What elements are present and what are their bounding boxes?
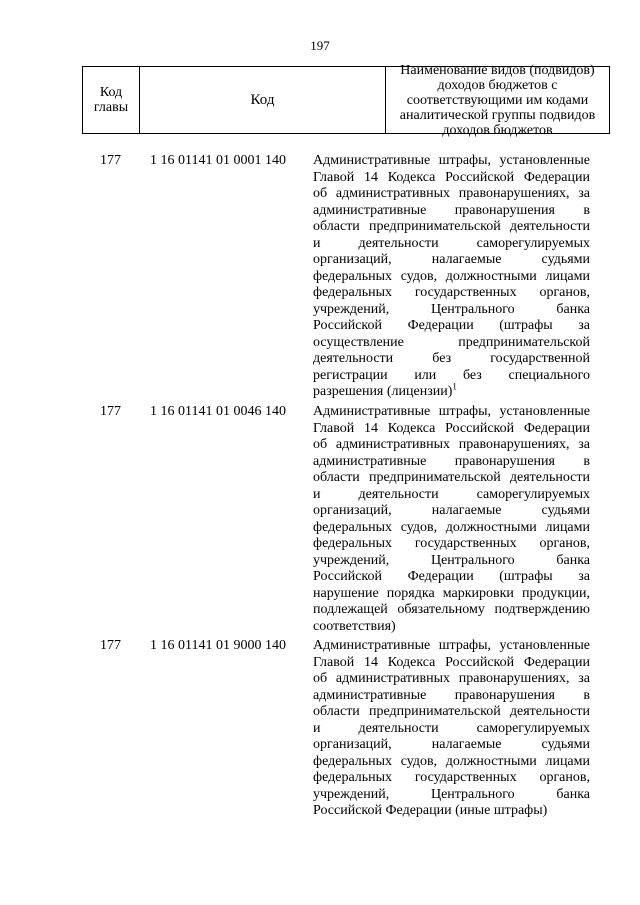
revenue-description (313, 153, 590, 401)
revenue-code: 1 16 01141 01 0001 140 (150, 153, 286, 168)
description-line: административные правонарушения в (313, 453, 590, 469)
description-line: нарушение порядка маркировки продукции, (313, 585, 590, 601)
header-description: Наименование видов (подвидов) доходов бюджетов с соответствующими им кодами аналитической группы подвидов доходов бюджетов (399, 62, 596, 138)
description-line: об административных правонарушениях, за (313, 437, 590, 452)
description-line: федеральных государственных органов, (313, 536, 590, 551)
description-line: соответствия) (313, 618, 396, 634)
description-line: области предпринимательской деятельности (313, 704, 590, 719)
chapter-code: 177 (100, 404, 121, 419)
description-line: Административные штрафы, установленные (313, 153, 590, 168)
description-line: и деятельности саморегулируемых (313, 720, 590, 736)
chapter-code: 177 (100, 153, 121, 168)
description-line: об административных правонарушениях, за (313, 186, 590, 201)
description-line: учреждений, Центрального банка (313, 301, 590, 317)
header-chapter-code: Код главы (83, 67, 140, 133)
description-line: федеральных судов, должностными лицами (313, 519, 590, 535)
description-line: Административные штрафы, установленные (313, 638, 590, 653)
description-line: осуществление предпринимательской (313, 334, 590, 350)
description-line: административные правонарушения в (313, 202, 590, 218)
description-line: Российской Федерации (штрафы за (313, 318, 590, 333)
revenue-code: 1 16 01141 01 0046 140 (150, 404, 286, 419)
description-line: Главой 14 Кодекса Российской Федерации (313, 169, 590, 185)
description-line: учреждений, Центрального банка (313, 552, 590, 568)
description-line: федеральных судов, должностными лицами (313, 753, 590, 769)
revenue-description (313, 404, 590, 635)
chapter-code: 177 (100, 638, 121, 653)
description-line: подлежащей обязательному подтверждению (313, 602, 590, 617)
description-line: федеральных государственных органов, (313, 770, 590, 785)
revenue-description (313, 638, 590, 820)
page-number: 197 (310, 38, 330, 53)
description-line: организаций, налагаемые судьями (313, 252, 590, 267)
description-line: области предпринимательской деятельности (313, 470, 590, 485)
description-line: и деятельности саморегулируемых (313, 235, 590, 251)
table-header (82, 62, 610, 138)
description-line: Российской Федерации (штрафы за (313, 569, 590, 584)
revenue-code: 1 16 01141 01 9000 140 (150, 638, 286, 653)
description-line: федеральных государственных органов, (313, 285, 590, 300)
description-line: об административных правонарушениях, за (313, 671, 590, 686)
description-line: федеральных судов, должностными лицами (313, 268, 590, 284)
description-line: Российской Федерации (иные штрафы) (313, 803, 548, 818)
description-line: регистрации или без специального (313, 367, 590, 383)
description-line: области предпринимательской деятельности (313, 219, 590, 234)
header-code: Код (140, 67, 386, 133)
description-line: организаций, налагаемые судьями (313, 503, 590, 518)
description-line: разрешения (лицензии)$^1$ (313, 381, 457, 399)
description-line: и деятельности саморегулируемых (313, 486, 590, 502)
description-line: деятельности без государственной (313, 351, 590, 366)
description-line: организаций, налагаемые судьями (313, 737, 590, 752)
description-line: Главой 14 Кодекса Российской Федерации (313, 420, 590, 436)
footnote-marker: 1 (452, 381, 457, 392)
description-line: Административные штрафы, установленные (313, 404, 590, 419)
description-line: административные правонарушения в (313, 687, 590, 703)
description-line: Главой 14 Кодекса Российской Федерации (313, 654, 590, 670)
description-line: учреждений, Центрального банка (313, 786, 590, 802)
